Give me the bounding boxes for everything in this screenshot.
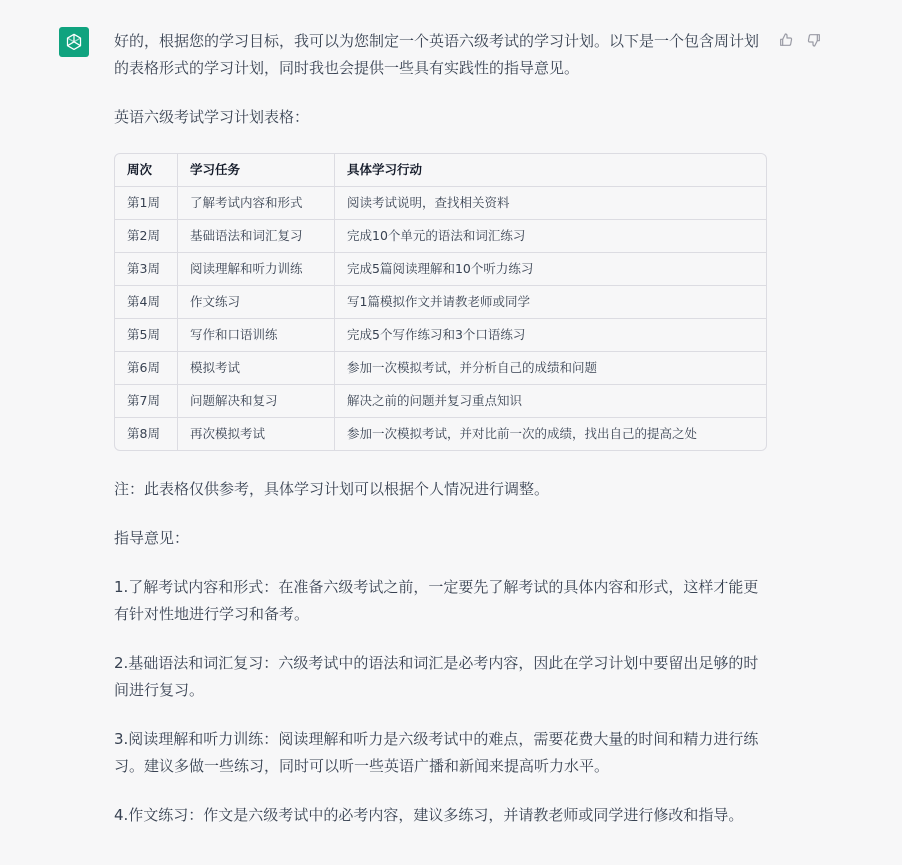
cell-task: 作文练习 <box>178 286 335 319</box>
feedback-buttons <box>777 31 823 49</box>
table-row <box>115 385 766 418</box>
guide-title: 指导意见： <box>114 529 190 547</box>
cell-action: 参加一次模拟考试，并分析自己的成绩和问题 <box>335 352 767 385</box>
header-week: 周次 <box>115 154 178 187</box>
message-content <box>114 28 762 851</box>
table-row <box>115 187 766 220</box>
thumbs-down-icon[interactable] <box>805 31 823 49</box>
guide-item: 3.阅读理解和听力训练：阅读理解和听力是六级考试中的难点，需要花费大量的时间和精力进行练习。建议多做一些练习，同时可以听一些英语广播和新闻来提高听力水平。 <box>114 730 759 775</box>
cell-action: 阅读考试说明，查找相关资料 <box>335 187 767 220</box>
cell-week: 第1周 <box>115 187 178 220</box>
note-paragraph: 注：此表格仅供参考，具体学习计划可以根据个人情况进行调整。 <box>114 480 550 498</box>
cell-week: 第6周 <box>115 352 178 385</box>
cell-task: 基础语法和词汇复习 <box>178 220 335 253</box>
cell-task: 写作和口语训练 <box>178 319 335 352</box>
openai-logo-icon <box>59 27 89 57</box>
cell-task: 再次模拟考试 <box>178 418 335 451</box>
cell-action: 完成5篇阅读理解和10个听力练习 <box>335 253 767 286</box>
thumbs-up-icon[interactable] <box>777 31 795 49</box>
cell-action: 完成5个写作练习和3个口语练习 <box>335 319 767 352</box>
table-row <box>115 319 766 352</box>
table-row <box>115 220 766 253</box>
header-action: 具体学习行动 <box>335 154 767 187</box>
cell-action: 参加一次模拟考试，并对比前一次的成绩，找出自己的提高之处 <box>347 426 698 441</box>
table-header-row <box>115 154 766 187</box>
intro-paragraph: 好的，根据您的学习目标，我可以为您制定一个英语六级考试的学习计划。以下是一个包含周计划的表格形式的学习计划，同时我也会提供一些具有实践性的指导意见。 <box>114 32 760 77</box>
cell-task: 阅读理解和听力训练 <box>178 253 335 286</box>
cell-week: 第2周 <box>115 220 178 253</box>
guide-item: 1.了解考试内容和形式：在准备六级考试之前，一定要先了解考试的具体内容和形式，这样才能更有针对性地进行学习和备考。 <box>114 578 759 623</box>
cell-task: 模拟考试 <box>178 352 335 385</box>
study-plan-table <box>114 153 767 451</box>
header-task: 学习任务 <box>178 154 335 187</box>
cell-week: 第3周 <box>115 253 178 286</box>
cell-week: 第5周 <box>115 319 178 352</box>
cell-task: 了解考试内容和形式 <box>178 187 335 220</box>
cell-week: 第7周 <box>115 385 178 418</box>
table-row <box>115 253 766 286</box>
guide-item: 2.基础语法和词汇复习：六级考试中的语法和词汇是必考内容，因此在学习计划中要留出足够的时间进行复习。 <box>114 654 759 699</box>
cell-action: 写1篇模拟作文并请教老师或同学 <box>335 286 767 319</box>
cell-action: 解决之前的问题并复习重点知识 <box>335 385 767 418</box>
cell-week: 第4周 <box>115 286 178 319</box>
cell-week: 第8周 <box>115 418 178 451</box>
guide-item: 4.作文练习：作文是六级考试中的必考内容，建议多练习，并请教老师或同学进行修改和指导。 <box>114 806 744 824</box>
cell-task: 问题解决和复习 <box>178 385 335 418</box>
cell-action: 完成10个单元的语法和词汇练习 <box>335 220 767 253</box>
table-row <box>115 418 766 451</box>
table-row <box>115 286 766 319</box>
table-row <box>115 352 766 385</box>
table-title: 英语六级考试学习计划表格： <box>114 108 310 126</box>
